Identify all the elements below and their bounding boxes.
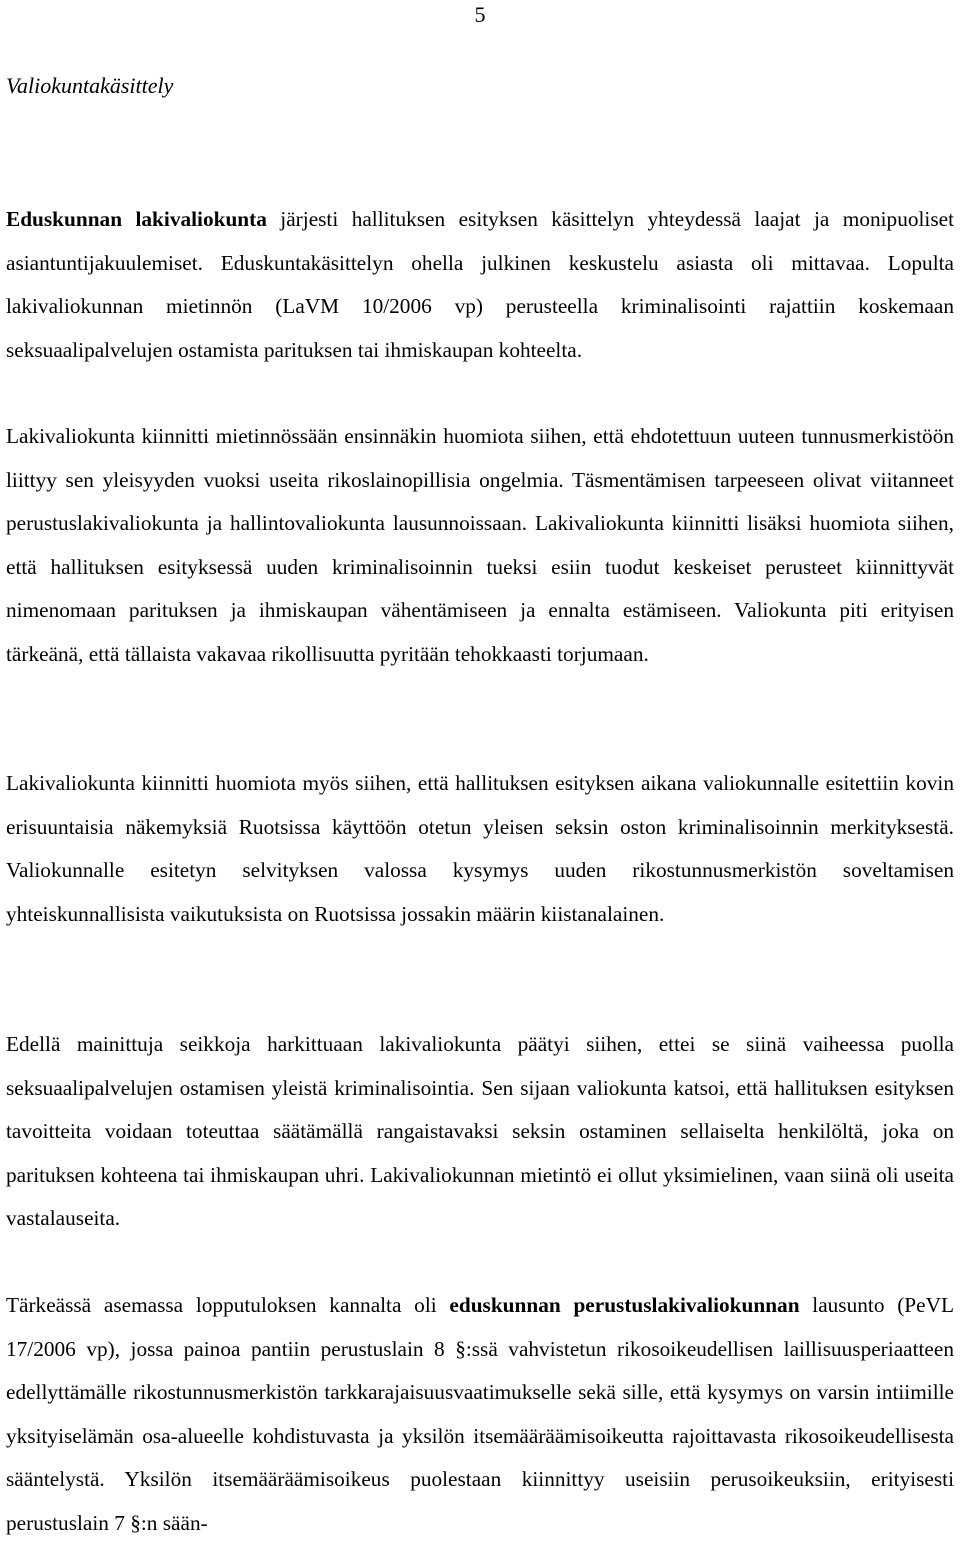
paragraph-5-text-before: Tärkeässä asemassa lopputuloksen kannalta oli xyxy=(6,1293,450,1317)
paragraph-5-bold-mid: eduskunnan perustuslakivaliokunnan xyxy=(449,1293,800,1317)
paragraph-3: Lakivaliokunta kiinnitti huomiota myös siihen, että hallituksen esityksen aikana valiokunnalle esitettiin kovin erisuuntaisia näkemyksiä Ruotsissa käyttöön otetun yleisen seksin oston kriminalisoinnin merkityksestä. Valiokunnalle esitetyn selvityksen valossa kysymys uuden rikostunnusmerkistön soveltamisen yhteiskunnallisista vaikutuksista on Ruotsissa jossakin määrin kiistanalainen. xyxy=(6,771,954,926)
paragraph-1 xyxy=(6,198,954,372)
paragraph-1-text: järjesti hallituksen esityksen käsittelyn yhteydessä laajat ja monipuoliset asiantuntijakuulemiset. Eduskuntakäsittelyn ohella julkinen keskustelu asiasta oli mittavaa. Lopulta lakivaliokunnan mietinnön (LaVM 10/2006 vp) perusteella kriminalisointi rajattiin koskemaan seksuaalipalvelujen ostamista parituksen tai ihmiskaupan kohteelta. xyxy=(6,207,954,362)
paragraph-1-bold-lead: Eduskunnan lakivaliokunta xyxy=(6,207,267,231)
paragraph-5 xyxy=(6,1284,954,1545)
section-title: Valiokuntakäsittely xyxy=(6,73,174,98)
paragraph-4: Edellä mainittuja seikkoja harkittuaan lakivaliokunta päätyi siihen, ettei se siinä vaiheessa puolla seksuaalipalvelujen ostamisen yleistä kriminalisointia. Sen sijaan valiokunta katsoi, että hallituksen esityksen tavoitteita voidaan toteuttaa säätämällä rangaistavaksi seksin ostaminen sellaiselta henkilöltä, joka on parituksen kohteena tai ihmiskaupan uhri. Lakivaliokunnan mietintö ei ollut yksimielinen, vaan siinä oli useita vastalauseita. xyxy=(6,1032,954,1230)
paragraph-5-text-after: lausunto (PeVL 17/2006 vp), jossa painoa pantiin perustuslain 8 §:ssä vahvistetun rikosoikeudellisen laillisuusperiaatteen edellyttämälle rikostunnusmerkistön tarkkarajaisuusvaatimukselle sekä sille, että kysymys on varsin intiimille yksityiselämän osa-alueelle kohdistuvasta ja yksilön itsemääräämisoikeutta rajoittavasta rikosoikeudellisesta sääntelystä. Yksilön itsemääräämisoikeus puolestaan kiinnittyy useisiin perusoikeuksiin, erityisesti perustuslain 7 §:n sään- xyxy=(6,1293,954,1535)
paragraph-2: Lakivaliokunta kiinnitti mietinnössään ensinnäkin huomiota siihen, että ehdotettuun uuteen tunnusmerkistöön liittyy sen yleisyyden vuoksi useita rikoslainopillisia ongelmia. Täsmentämisen tarpeeseen olivat viitanneet perustuslakivaliokunta ja hallintovaliokunta lausunnoissaan. Lakivaliokunta kiinnitti lisäksi huomiota siihen, että hallituksen esityksessä uuden kriminalisoinnin tueksi esiin tuodut keskeiset perusteet kiinnittyvät nimenomaan parituksen ja ihmiskaupan vähentämiseen ja ennalta estämiseen. Valiokunta piti erityisen tärkeänä, että tällaista vakavaa rikollisuutta pyritään tehokkaasti torjumaan. xyxy=(6,424,954,666)
page-number: 5 xyxy=(474,2,486,27)
